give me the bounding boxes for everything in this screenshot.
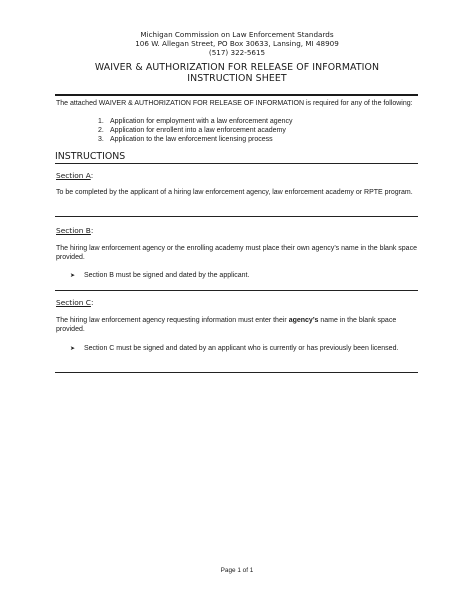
title-line-2: INSTRUCTION SHEET xyxy=(187,73,287,85)
arrowhead-bullet-icon: ➤ xyxy=(70,345,76,352)
org-address: 106 W. Allegan Street, PO Box 30633, Lansing, MI 48909 xyxy=(135,39,339,49)
section-b-colon: : xyxy=(90,226,94,235)
section-c-heading xyxy=(56,298,93,307)
section-c-text xyxy=(56,316,418,334)
section-b-text: The hiring law enforcement agency or the enrolling academy must place their own agency’s name in the blank space provided. xyxy=(56,245,417,261)
section-c-text-bold: agency’s xyxy=(288,317,319,324)
section-c-bullet xyxy=(70,344,418,353)
section-c-text-after: name in the blank space provided. xyxy=(56,317,397,333)
instructions-divider xyxy=(55,163,418,164)
list-text: Application for enrollent into a law enforcement academy xyxy=(110,127,286,134)
section-a-text: To be completed by the applicant of a hiring law enforcement agency, law enforcement academy or RPTE program. xyxy=(56,189,413,196)
section-a-label: Section A xyxy=(56,171,91,180)
section-b-bullet-text: Section B must be signed and dated by the applicant. xyxy=(84,272,250,279)
section-c-divider xyxy=(55,372,418,373)
list-item xyxy=(98,135,418,144)
org-phone: (517) 322-5615 xyxy=(208,48,266,58)
letterhead xyxy=(0,30,474,58)
section-c-bullet-text: Section C must be signed and dated by an applicant who is currently or has previously been licensed. xyxy=(84,345,399,352)
requirement-list xyxy=(98,117,418,144)
instructions-heading: INSTRUCTIONS xyxy=(55,151,126,162)
list-text: Application to the law enforcement licensing process xyxy=(110,136,273,143)
section-b-heading xyxy=(56,226,93,235)
title-line-1: WAIVER & AUTHORIZATION FOR RELEASE OF INFORMATION xyxy=(94,62,380,73)
section-b-label: Section B xyxy=(56,226,91,235)
arrowhead-bullet-icon: ➤ xyxy=(70,272,76,279)
list-text: Application for employment with a law enforcement agency xyxy=(110,118,293,125)
section-c-text-before: The hiring law enforcement agency requesting information must enter their xyxy=(56,317,289,324)
list-number: 3. xyxy=(98,136,104,143)
section-c-colon: : xyxy=(90,298,94,307)
section-a-colon: : xyxy=(90,171,94,180)
document-title xyxy=(0,62,474,84)
section-c-label: Section C xyxy=(56,298,91,307)
list-item xyxy=(98,126,418,135)
list-item xyxy=(98,117,418,126)
page-number: Page 1 of 1 xyxy=(220,567,254,574)
list-number: 1. xyxy=(98,118,104,125)
intro-text: The attached WAIVER & AUTHORIZATION FOR RELEASE OF INFORMATION is required for any of the following: xyxy=(56,100,413,107)
section-a-heading xyxy=(56,171,93,180)
section-b-divider xyxy=(55,290,418,291)
title-divider xyxy=(55,94,418,96)
org-name: Michigan Commission on Law Enforcement Standards xyxy=(140,30,334,39)
list-number: 2. xyxy=(98,127,104,134)
section-a-divider xyxy=(55,216,418,217)
section-b-bullet xyxy=(70,271,418,280)
